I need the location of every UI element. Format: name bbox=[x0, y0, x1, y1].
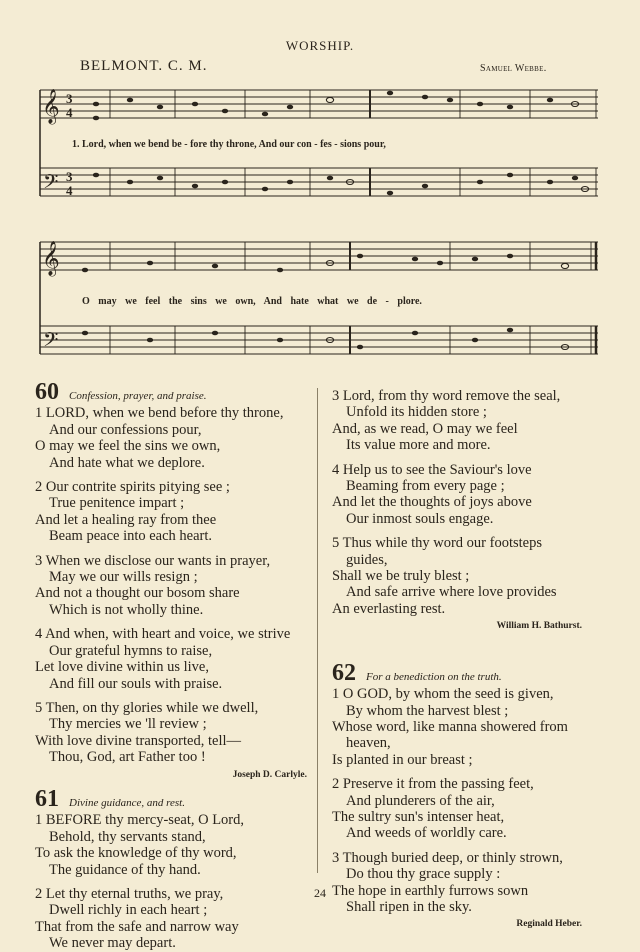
verse-gap bbox=[35, 878, 307, 886]
svg-text:3: 3 bbox=[66, 169, 73, 184]
verse-line: Is planted in our breast ; bbox=[332, 751, 473, 768]
hymn-title: Confession, prayer, and praise. bbox=[69, 390, 207, 402]
verse-line: That from the safe and narrow way bbox=[35, 918, 239, 935]
verse-line: 2 Our contrite spirits pitying see ; bbox=[35, 479, 230, 496]
verse-line: 3 Lord, from thy word remove the seal, bbox=[332, 388, 561, 404]
verse-line: Behold, thy servants stand, bbox=[49, 828, 206, 845]
verse-line: And hate what we deplore. bbox=[49, 454, 205, 471]
hymn-number: 62 bbox=[332, 659, 356, 686]
verse-line: And let the thoughts of joys above bbox=[332, 494, 532, 511]
verse-line: And let a healing ray from thee bbox=[35, 511, 217, 528]
verse bbox=[332, 535, 582, 617]
verse-line: Dwell richly in each heart ; bbox=[49, 902, 208, 919]
hymn-number: 61 bbox=[35, 785, 59, 812]
verse-line: And, as we read, O may we feel bbox=[332, 420, 518, 437]
verse-line: And weeds of worldly care. bbox=[346, 825, 507, 842]
verse-line: And not a thought our bosom share bbox=[35, 585, 240, 602]
column-divider bbox=[317, 388, 318, 873]
composer-name: Samuel Webbe. bbox=[480, 63, 547, 74]
hymn-number: 60 bbox=[35, 379, 59, 405]
verse-line: Our inmost souls engage. bbox=[346, 510, 494, 527]
verse-line: The sultry sun's intenser heat, bbox=[332, 808, 505, 825]
verse-line: We never may depart. bbox=[49, 935, 176, 952]
verse-line: Our grateful hymns to raise, bbox=[49, 642, 213, 659]
verse-gap bbox=[35, 545, 307, 553]
verse-line: Thou, God, art Father too ! bbox=[49, 749, 206, 766]
verse-line: O may we feel the sins we own, bbox=[35, 438, 221, 455]
verse-line: 3 When we disclose our wants in prayer, bbox=[35, 552, 271, 569]
hymn-title: Divine guidance, and rest. bbox=[69, 796, 185, 809]
hymn-heading bbox=[35, 787, 307, 811]
verse-line: Beam peace into each heart. bbox=[49, 528, 213, 545]
verse-line: To ask the knowledge of thy word, bbox=[35, 845, 237, 862]
verse-line: 3 Though buried deep, or thinly strown, bbox=[332, 849, 563, 866]
verse-line: An everlasting rest. bbox=[332, 600, 446, 617]
verse-line: heaven, bbox=[346, 735, 391, 752]
verse-line: Shall ripen in the sky. bbox=[346, 898, 472, 915]
verse bbox=[35, 812, 307, 878]
verse bbox=[332, 850, 582, 916]
verse-line: 4 Help us to see the Saviour's love bbox=[332, 461, 532, 478]
hymn-heading bbox=[35, 380, 307, 404]
hymn-author: Joseph D. Carlyle. bbox=[232, 769, 307, 780]
verse bbox=[35, 479, 307, 545]
verse bbox=[332, 462, 582, 528]
verse-line: Which is not wholly thine. bbox=[49, 601, 204, 618]
verse bbox=[35, 700, 307, 766]
page-number: 24 bbox=[314, 886, 326, 900]
verse-line: 4 And when, with heart and voice, we strive bbox=[35, 626, 291, 643]
left-column bbox=[35, 380, 307, 952]
svg-text:𝄢: 𝄢 bbox=[43, 328, 59, 356]
verse-line: Unfold its hidden store ; bbox=[346, 404, 487, 421]
verse-line: guides, bbox=[346, 551, 388, 568]
verse-line: 1 BEFORE thy mercy-seat, O Lord, bbox=[35, 812, 245, 829]
verse-line: The guidance of thy hand. bbox=[49, 861, 201, 878]
verse-line: 2 Let thy eternal truths, we pray, bbox=[35, 885, 224, 902]
verse-line: Its value more and more. bbox=[346, 437, 491, 454]
verse-line: By whom the harvest blest ; bbox=[346, 702, 509, 719]
verse-line: Beaming from every page ; bbox=[346, 478, 505, 495]
right-column bbox=[332, 388, 582, 933]
verse-line: 1 O GOD, by whom the seed is given, bbox=[332, 686, 554, 703]
verse-gap bbox=[332, 768, 582, 776]
verse bbox=[35, 626, 307, 692]
verse bbox=[332, 686, 582, 768]
verse-line: 1 LORD, when we bend before thy throne, bbox=[35, 405, 284, 422]
hymn-author: Reginald Heber. bbox=[516, 919, 582, 930]
verse-line: Do thou thy grace supply : bbox=[346, 866, 501, 883]
svg-text:𝄞: 𝄞 bbox=[42, 241, 60, 276]
verse bbox=[35, 553, 307, 619]
hymn-heading bbox=[332, 661, 582, 685]
page-header: WORSHIP. bbox=[285, 38, 355, 53]
verse-gap bbox=[35, 471, 307, 479]
svg-text:𝄞: 𝄞 bbox=[42, 89, 60, 124]
verse-line: May we our wills resign ; bbox=[49, 569, 198, 586]
verse bbox=[332, 776, 582, 842]
verse-line: With love divine transported, tell— bbox=[35, 732, 241, 749]
verse-line: And fill our souls with praise. bbox=[49, 675, 223, 692]
verse-line: The hope in earthly furrows sown bbox=[332, 882, 529, 899]
verse-line: And plunderers of the air, bbox=[346, 792, 495, 809]
hymn-gap bbox=[332, 635, 582, 661]
svg-text:𝄢: 𝄢 bbox=[43, 170, 59, 198]
tune-lyrics-line-2: O may we feel the sins we own, And hate what we de - plore. bbox=[82, 296, 422, 307]
verse bbox=[35, 405, 307, 471]
verse-gap bbox=[332, 842, 582, 850]
verse-gap bbox=[332, 527, 582, 535]
verse-line: 5 Thus while thy word our footsteps bbox=[332, 535, 542, 552]
tune-name: BELMONT. C. M. bbox=[80, 58, 208, 74]
verse-line: 5 Then, on thy glories while we dwell, bbox=[35, 699, 259, 716]
verse-gap bbox=[35, 692, 307, 700]
verse-gap bbox=[332, 454, 582, 462]
verse-line: And our confessions pour, bbox=[49, 421, 202, 438]
svg-text:4: 4 bbox=[66, 105, 73, 120]
svg-text:3: 3 bbox=[66, 91, 73, 106]
verse-line: 2 Preserve it from the passing feet, bbox=[332, 776, 534, 793]
verse-line: Whose word, like manna showered from bbox=[332, 718, 568, 735]
verse-line: Let love divine within us live, bbox=[35, 659, 209, 676]
verse-line: True penitence impart ; bbox=[49, 495, 185, 512]
verse-line: Thy mercies we 'll review ; bbox=[49, 716, 207, 733]
verse-gap bbox=[35, 618, 307, 626]
tune-lyrics-line-1: 1. Lord, when we bend be - fore thy throne, And our con - fes - sions pour, bbox=[72, 139, 386, 150]
svg-text:4: 4 bbox=[66, 183, 73, 198]
verse bbox=[332, 388, 582, 454]
verse-line: Shall we be truly blest ; bbox=[332, 568, 470, 585]
verse-line: And safe arrive where love provides bbox=[346, 584, 557, 601]
hymn-author: William H. Bathurst. bbox=[496, 621, 582, 632]
hymn-title: For a benediction on the truth. bbox=[366, 670, 502, 683]
